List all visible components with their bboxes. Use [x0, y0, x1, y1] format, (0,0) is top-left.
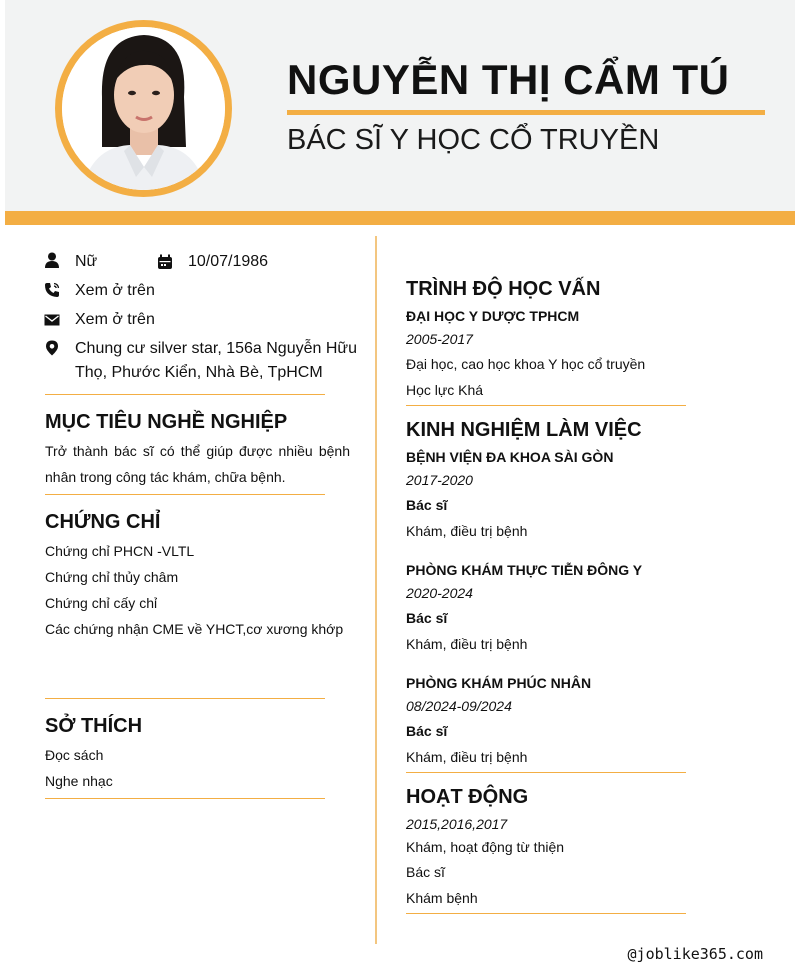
header-accent-bar	[5, 211, 795, 225]
job-organization: PHÒNG KHÁM PHÚC NHÂN	[406, 675, 592, 691]
job-period: 2017-2020	[406, 472, 473, 488]
phone-icon	[44, 282, 60, 298]
section-divider	[45, 798, 325, 799]
certificate-item: Chứng chỉ cấy chỉ	[45, 595, 158, 611]
address-line-2: Thọ, Phước Kiển, Nhà Bè, TpHCM	[75, 364, 323, 381]
activity-role: Bác sĩ	[406, 864, 445, 880]
education-grade: Học lực Khá	[406, 382, 484, 398]
job-organization: PHÒNG KHÁM THỰC TIỄN ĐÔNG Y	[406, 562, 643, 578]
objective-text: Trở thành bác sĩ có thể giúp được nhiều bệnh nhân trong công tác khám, chữa bệnh.	[45, 443, 350, 485]
user-icon	[44, 252, 60, 268]
section-divider	[406, 405, 686, 406]
email: Xem ở trên	[75, 311, 155, 328]
activities-heading: HOẠT ĐỘNG	[406, 786, 529, 808]
calendar-icon	[157, 254, 173, 270]
job-period: 08/2024-09/2024	[406, 698, 512, 714]
certificate-item: Các chứng nhận CME về YHCT,cơ xương khớp	[45, 621, 344, 637]
section-divider	[406, 913, 686, 914]
activity-description: Khám, hoạt động từ thiện	[406, 839, 565, 855]
candidate-name: NGUYỄN THỊ CẨM TÚ	[287, 56, 730, 103]
watermark: @joblike365.com	[627, 945, 763, 963]
hobby-item: Nghe nhạc	[45, 773, 113, 789]
activity-period: 2015,2016,2017	[406, 816, 508, 832]
education-heading: TRÌNH ĐỘ HỌC VẤN	[406, 278, 601, 300]
job-description: Khám, điều trị bệnh	[406, 523, 528, 539]
hobbies-heading: SỞ THÍCH	[45, 715, 143, 737]
certificate-item: Chứng chỉ PHCN -VLTL	[45, 543, 195, 559]
job-role: Bác sĩ	[406, 497, 448, 513]
education-school: ĐẠI HỌC Y DƯỢC TPHCM	[406, 308, 580, 324]
address-line-1: Chung cư silver star, 156a Nguyễn Hữu	[75, 340, 358, 357]
job-role: Bác sĩ	[406, 610, 448, 626]
mail-icon	[44, 312, 60, 328]
portrait-image	[62, 27, 225, 190]
candidate-title: BÁC SĨ Y HỌC CỔ TRUYỀN	[287, 124, 660, 156]
hobby-item: Đọc sách	[45, 747, 104, 763]
section-divider	[406, 772, 686, 773]
education-period: 2005-2017	[406, 331, 473, 347]
education-detail: Đại học, cao học khoa Y học cổ truyền	[406, 356, 646, 372]
experience-heading: KINH NGHIỆM LÀM VIỆC	[406, 419, 642, 441]
column-divider	[375, 236, 377, 944]
job-organization: BỆNH VIỆN ĐA KHOA SÀI GÒN	[406, 449, 614, 465]
phone: Xem ở trên	[75, 282, 155, 299]
gender: Nữ	[75, 253, 98, 270]
section-divider	[45, 494, 325, 495]
profile-photo	[62, 27, 225, 190]
location-pin-icon	[44, 340, 60, 356]
job-description: Khám, điều trị bệnh	[406, 749, 528, 765]
section-divider	[45, 394, 325, 395]
job-role: Bác sĩ	[406, 723, 448, 739]
certificate-item: Chứng chỉ thủy châm	[45, 569, 179, 585]
birthdate: 10/07/1986	[188, 253, 269, 270]
job-description: Khám, điều trị bệnh	[406, 636, 528, 652]
objective-heading: MỤC TIÊU NGHỀ NGHIỆP	[45, 411, 288, 433]
section-divider	[45, 698, 325, 699]
job-period: 2020-2024	[406, 585, 473, 601]
certificates-heading: CHỨNG CHỈ	[45, 511, 161, 533]
name-underline	[287, 110, 765, 115]
activity-task: Khám bệnh	[406, 890, 478, 906]
